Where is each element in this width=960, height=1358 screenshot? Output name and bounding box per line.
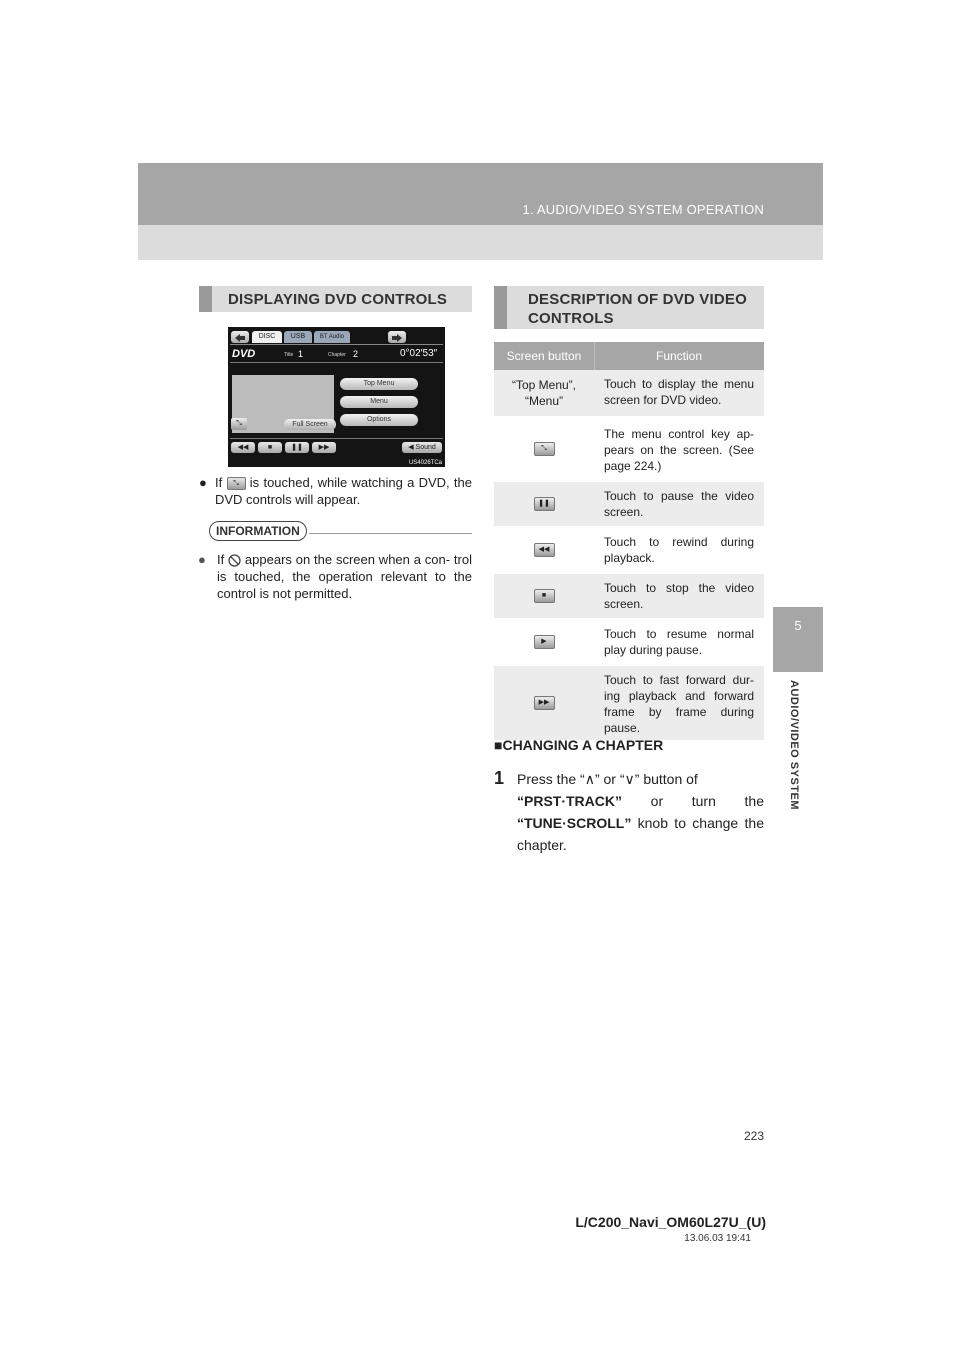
subsection-title: ■CHANGING A CHAPTER <box>494 737 664 753</box>
step-number: 1 <box>494 768 505 788</box>
left-section-marker <box>199 286 212 312</box>
options-button: Options <box>340 414 418 426</box>
chapter-label: AUDIO/VIDEO SYSTEM <box>788 680 800 811</box>
sound-label: Sound <box>415 444 436 451</box>
info-bullet-dot: ● <box>198 552 206 567</box>
row-function: Touch to pause the video screen. <box>604 489 754 519</box>
title-label: Title <box>284 352 294 358</box>
information-rule <box>309 533 472 534</box>
row-button-text: “Top Menu”, “Menu” <box>511 378 577 408</box>
chapter-tab <box>773 607 823 672</box>
row-icon-cell <box>494 574 594 618</box>
table-row <box>494 370 764 418</box>
expand-icon: ⤡ <box>227 477 246 490</box>
source-label: DVD <box>232 348 256 360</box>
bullet-text-end: is touched, while watching a DVD, the DVD controls will appear. <box>215 475 472 507</box>
chapter-label-small: Chapter <box>328 352 346 358</box>
page-number: 223 <box>743 1129 764 1143</box>
step-text: ” button of <box>634 771 698 787</box>
expand-icon: ⤡ <box>534 442 555 456</box>
step-text: or turn the <box>622 793 764 809</box>
table-row <box>494 528 764 574</box>
bullet-text-start: If <box>215 475 223 490</box>
column-header-function: Function <box>655 349 703 363</box>
tab-bt-audio: BT Audio <box>314 331 350 343</box>
stop-icon: ■ <box>534 589 555 603</box>
stop-icon: ■ <box>258 442 282 453</box>
document-code: L/C200_Navi_OM60L27U_(U) <box>575 1214 766 1230</box>
control-divider <box>230 438 443 439</box>
right-section-title <box>528 290 747 328</box>
right-section-title-line2: CONTROLS <box>528 310 614 327</box>
row-icon-cell <box>494 482 594 526</box>
pause-icon: ❚❚ <box>534 497 555 511</box>
info-text-end: appears on the screen when a con- trol is touched, the operation relevant to the control is not permitted. <box>217 552 472 601</box>
row-function: Touch to fast forward dur- ing playback and forward frame by frame during pause. <box>604 673 754 735</box>
image-code: US4026TCa <box>408 460 442 466</box>
row-icon-cell <box>494 666 594 740</box>
full-screen-button: Full Screen <box>284 419 336 430</box>
top-menu-button: Top Menu <box>340 378 418 390</box>
time-display: 0°02′53″ <box>400 348 438 359</box>
bullet-dot: ● <box>199 475 207 490</box>
table-row <box>494 666 764 742</box>
column-header-button: Screen button <box>506 349 582 363</box>
fast-forward-icon: ▶▶ <box>312 442 336 453</box>
dvd-controls-table <box>494 342 764 742</box>
sound-button <box>402 442 442 453</box>
table-row <box>494 482 764 528</box>
info-paragraph <box>217 551 472 602</box>
row-function: Touch to display the menu screen for DVD video. <box>604 377 754 407</box>
chapter-value: 2 <box>353 349 359 359</box>
row-function: Touch to rewind during playback. <box>604 535 754 565</box>
tab-disc: DISC <box>252 331 282 343</box>
step-text: ” or “ <box>594 771 625 787</box>
table-row <box>494 574 764 620</box>
row-icon-cell <box>494 528 594 572</box>
chapter-number: 5 <box>794 618 802 633</box>
forward-arrow-icon <box>388 331 406 343</box>
prohibited-icon <box>228 554 241 567</box>
step-text: Press the “ <box>517 771 585 787</box>
table-row <box>494 418 764 482</box>
section-title: 1. AUDIO/VIDEO SYSTEM OPERATION <box>522 202 764 217</box>
tab-usb: USB <box>284 331 312 343</box>
header-subband <box>138 225 823 260</box>
row-function: Touch to stop the video screen. <box>604 581 754 611</box>
speaker-icon: ◀ <box>408 444 414 451</box>
up-arrow-icon: ∧ <box>584 771 595 787</box>
print-timestamp: 13.06.03 19:41 <box>684 1233 751 1244</box>
row-function: The menu control key ap- pears on the screen. (See page 224.) <box>604 427 754 473</box>
info-divider <box>230 362 443 363</box>
dvd-screen-image <box>228 327 445 467</box>
row-icon-cell <box>494 620 594 664</box>
down-arrow-icon: ∨ <box>624 771 635 787</box>
table-header <box>494 342 764 370</box>
row-icon-cell <box>494 418 594 480</box>
expand-icon: ⤡ <box>231 418 247 430</box>
right-section-title-line1: DESCRIPTION OF DVD VIDEO <box>528 291 747 308</box>
play-icon: ▶ <box>534 635 555 649</box>
prst-track-label: “PRST·TRACK” <box>517 793 622 809</box>
left-section-title: DISPLAYING DVD CONTROLS <box>228 291 448 308</box>
info-text-start: If <box>217 552 225 567</box>
right-section-marker <box>494 286 507 329</box>
step-text: knob to change the chapter. <box>517 815 764 853</box>
rewind-icon: ◀◀ <box>534 543 555 557</box>
back-arrow-icon <box>231 331 249 343</box>
pause-icon: ❚❚ <box>285 442 309 453</box>
rewind-icon: ◀◀ <box>231 442 255 453</box>
menu-button: Menu <box>340 396 418 408</box>
step-instruction <box>517 768 764 856</box>
row-function: Touch to resume normal play during pause. <box>604 627 754 657</box>
bullet-paragraph <box>215 474 472 508</box>
fast-forward-icon: ▶▶ <box>534 696 555 710</box>
table-row <box>494 620 764 666</box>
tune-scroll-label: “TUNE·SCROLL” <box>517 815 632 831</box>
header-divider <box>594 342 595 370</box>
information-label: INFORMATION <box>209 521 307 541</box>
title-value: 1 <box>298 349 304 359</box>
tab-divider <box>230 344 443 345</box>
